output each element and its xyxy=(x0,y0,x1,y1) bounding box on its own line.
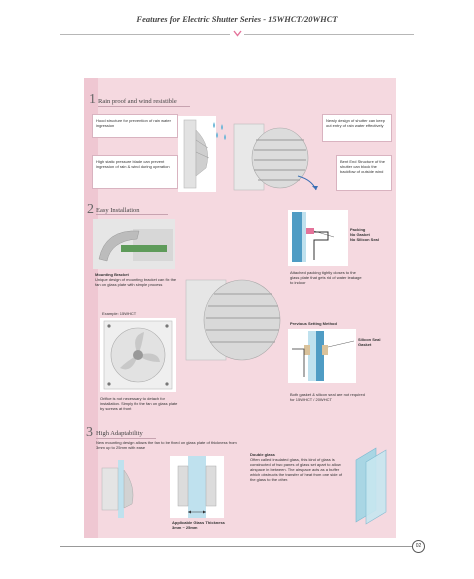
page-title: Features for Electric Shutter Series - 15WHCT/20WHCT xyxy=(136,14,338,24)
footer-rule xyxy=(60,546,412,547)
page-number: 02 xyxy=(412,540,425,553)
newly-design-callout: Newly design of shutter can keep out entry of rain water effectively xyxy=(322,114,392,142)
glass-thickness-label: Applicable Glass Thickness 3mm ~ 25mm xyxy=(172,520,225,530)
example-label: Example: 15WHCT xyxy=(102,311,137,316)
orifice-text: Orifice is not necessary to detach for installation. Simply fix the fan on glass plate by screws at front xyxy=(100,396,178,411)
packing-diagram xyxy=(288,210,348,266)
previous-method-diagram xyxy=(288,329,356,383)
section-2-number: 2 xyxy=(87,202,94,217)
header-rule-left xyxy=(60,34,230,35)
shutter-image xyxy=(232,120,320,196)
hood-callout: Hood structure for prevention of rain water ingression xyxy=(92,114,178,138)
adaptability-intro: New mounting design allows the fan to be fixed on glass plate of thickness from 3mm up to 25mm with ease xyxy=(96,440,237,450)
section-3-rule xyxy=(96,438,156,439)
section-1-number: 1 xyxy=(89,92,96,107)
section-1-rule xyxy=(98,106,190,107)
section-3-number: 3 xyxy=(86,425,93,440)
both-gasket-text: Both gasket & silicon seal are not required for 15WHCT / 20WHCT xyxy=(290,392,365,402)
water-drops-icon xyxy=(210,120,230,144)
section-2-title: Easy Installation xyxy=(96,207,140,214)
attached-packing-text: Attached packing tightly closes to the glass plate that gets rid of water leakage to indoor xyxy=(290,270,362,285)
previous-method-title: Previous Setting Method xyxy=(290,321,337,326)
bent-end-callout: Bent End Structure of the shutter can block the backflow of outside wind xyxy=(336,155,392,191)
section-1-title: Rain proof and wind resistible xyxy=(98,98,177,105)
glass-thickness-diagram xyxy=(170,456,224,518)
mounting-bracket-image xyxy=(93,219,175,269)
header-rule-right xyxy=(244,34,414,35)
blade-callout: High static pressure blade can prevent ingression of rain & wind during operation xyxy=(92,155,178,189)
double-glass-text: Double glass Often called insulated glass, this kind of glass is constructed of two panes of glass set apart to allow airspace in between. The airspace acts as a buffer which obstructs the transfer of heat from one side of the glass to the other. xyxy=(250,452,343,482)
silicon-labels: Silicon Seal Gasket xyxy=(358,337,381,347)
fan-side-small-image xyxy=(96,456,138,522)
mounting-bracket-text: Mounting Bracket Unique design of mounting bracket can fix the fan on glass plate with simple process xyxy=(95,272,177,287)
section-3-title: High Adaptability xyxy=(96,430,143,437)
double-glass-image xyxy=(350,446,394,526)
example-fan-image xyxy=(100,318,176,392)
packing-labels: Packing No Gasket No Silicon Seal xyxy=(350,227,379,242)
section-2-rule xyxy=(96,214,168,215)
central-fan-image xyxy=(180,270,288,370)
chevron-down-icon xyxy=(233,30,242,37)
